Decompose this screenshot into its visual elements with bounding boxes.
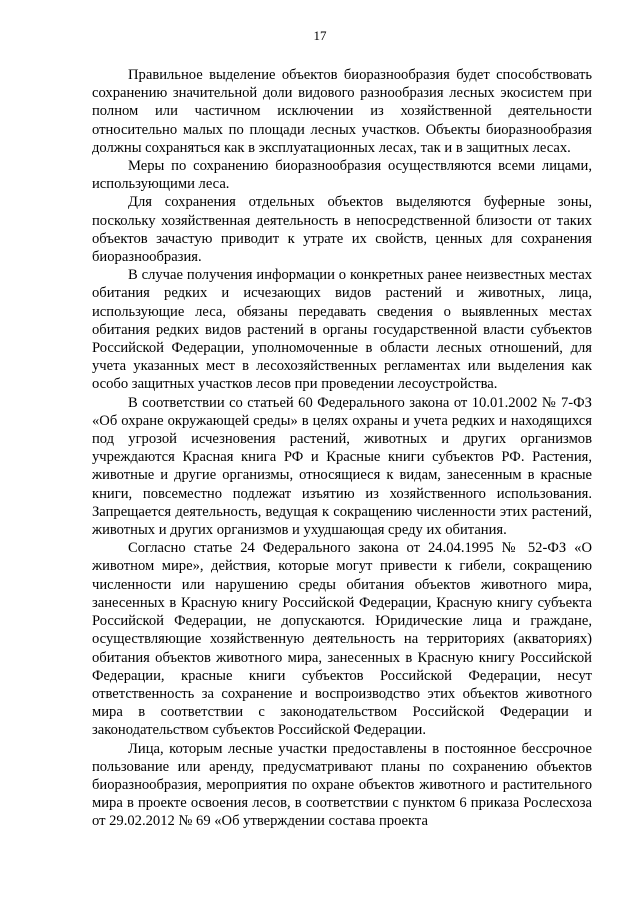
page-number: 17 <box>313 28 327 43</box>
paragraph: Для сохранения отдельных объектов выделяются буферные зоны, поскольку хозяйственная деятельность в непосредственной близости от таких объектов зачастую приводит к утрате их свойств, ценных для сохранения биоразнообразия. <box>92 194 592 266</box>
paragraph: Меры по сохранению биоразнообразия осуществляются всеми лицами, использующими леса. <box>92 158 592 193</box>
paragraph: В случае получения информации о конкретных ранее неизвестных местах обитания редких и исчезающих видов растений и животных, лица, использующие леса, обязаны передавать сведения о выявленных местах обитания редких видов растений в органы государственной власти субъектов Российской Федерации, уполномоченные в области лесных отношений, для учета указанных мест в лесохозяйственных регламентах или выделения как особо защитных участков лесов при проведении лесоустройства. <box>92 267 592 393</box>
paragraph: В соответствии со статьей 60 Федерального закона от 10.01.2002 № 7-ФЗ «Об охране окружающей среды» в целях охраны и учета редких и находящихся под угрозой исчезновения растений, животных и других организмов учреждаются Красная книга РФ и Красные книги субъектов РФ. Растения, животные и другие организмы, относящиеся к видам, занесенным в красные книги, повсеместно подлежат изъятию из хозяйственного использования. Запрещается деятельность, ведущая к сокращению численности этих растений, животных и других организмов и ухудшающая среду их обитания. <box>92 394 592 539</box>
paragraph: Согласно статье 24 Федерального закона от 24.04.1995 № 52-ФЗ «О животном мире», действия, которые могут привести к гибели, сокращению численности или нарушению среды обитания объектов животного мира, занесенных в Красную книгу Российской Федерации, Красную книгу субъекта Российской Федерации, не допускаются. Юридические лица и граждане, осуществляющие хозяйственную деятельность на территориях (акваториях) обитания объектов животного мира, занесенных в Красную книгу Российской Федерации, красные книги субъектов Российской Федерации, несут ответственность за сохранение и воспроизводство этих объектов животного мира в соответствии с законодательством Российской Федерации и законодательством субъектов Российской Федерации. <box>92 540 592 739</box>
paragraph: Правильное выделение объектов биоразнообразия будет способствовать сохранению значительной доли видового разнообразия лесных экосистем при полном или частичном исключении из хозяйственной деятельности относительно малых по площади лесных участков. Объекты биоразнообразия должны сохраняться как в эксплуатационных лесах, так и в защитных лесах. <box>92 67 592 156</box>
paragraph: Лица, которым лесные участки предоставлены в постоянное бессрочное пользование или аренду, предусматривают планы по сохранению объектов биоразнообразия, мероприятия по охране объектов животного и растительного мира в проекте освоения лесов, в соответствии с пунктом 6 приказа Рослесхоза от 29.02.2012 № 69 «Об утверждении состава проекта <box>92 740 592 830</box>
document-body <box>92 66 592 831</box>
